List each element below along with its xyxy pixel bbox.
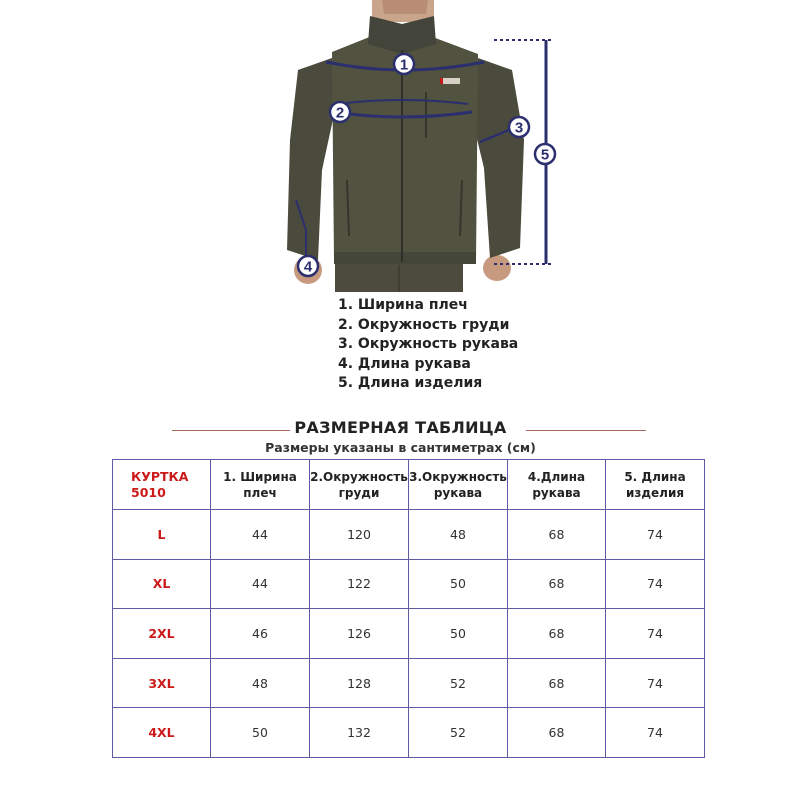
- table-row: [113, 510, 705, 560]
- header-sleeve-circumference: [409, 460, 508, 510]
- table-cell: 74: [606, 559, 705, 609]
- table-cell: 50: [409, 559, 508, 609]
- table-row: [113, 658, 705, 708]
- legend-item-shoulder-width: 1. Ширина плеч: [338, 297, 468, 313]
- table-cell: 74: [606, 609, 705, 659]
- table-cell: 126: [310, 609, 409, 659]
- product-name: КУРТКА: [131, 468, 189, 484]
- table-cell: 68: [508, 510, 606, 560]
- table-cell: 74: [606, 510, 705, 560]
- size-chart-subtitle: Размеры указаны в сантиметрах (см): [265, 440, 536, 455]
- header-line: 1. Ширина: [223, 469, 297, 484]
- table-cell: 48: [211, 658, 310, 708]
- header-line: 3.Окружность: [409, 469, 507, 484]
- size-label: 2XL: [113, 609, 211, 659]
- table-cell: 50: [409, 609, 508, 659]
- marker-5-label: 5: [540, 146, 550, 164]
- size-table: [112, 459, 705, 758]
- size-chart-header: [0, 418, 801, 458]
- size-chart-title: РАЗМЕРНАЯ ТАБЛИЦА: [294, 418, 507, 437]
- table-cell: 132: [310, 708, 409, 758]
- measurement-legend: [338, 296, 518, 394]
- header-line: 4.Длина: [527, 469, 586, 484]
- size-label: XL: [113, 559, 211, 609]
- header-line: плеч: [243, 485, 277, 500]
- table-cell: 50: [211, 708, 310, 758]
- legend-item-sleeve-length: 4. Длина рукава: [338, 355, 471, 372]
- marker-4: [298, 256, 318, 276]
- marker-2-label: 2: [335, 104, 345, 122]
- table-cell: 122: [310, 559, 409, 609]
- table-cell: 68: [508, 708, 606, 758]
- header-line: рукава: [532, 485, 581, 500]
- marker-1-label: 1: [399, 56, 409, 74]
- table-cell: 74: [606, 708, 705, 758]
- table-cell: 46: [211, 609, 310, 659]
- marker-3: [509, 117, 529, 137]
- header-chest-circumference: [310, 460, 409, 510]
- header-line: изделия: [625, 485, 685, 500]
- marker-3-label: 3: [514, 119, 524, 137]
- table-cell: 68: [508, 559, 606, 609]
- marker-2: [330, 102, 350, 122]
- header-shoulder-width: [211, 460, 310, 510]
- legend-item-chest-circumference: 2. Окружность груди: [338, 316, 510, 333]
- header-sleeve-length: [508, 460, 606, 510]
- size-label: L: [113, 510, 211, 560]
- product-model: 5010: [131, 484, 166, 500]
- table-cell: 74: [606, 658, 705, 708]
- table-row: [113, 708, 705, 758]
- header-line: 5. Длина: [624, 469, 686, 484]
- size-label: 3XL: [113, 658, 211, 708]
- marker-5: [535, 144, 555, 164]
- legend-item-garment-length: 5. Длина изделия: [338, 375, 483, 391]
- header-line: рукава: [433, 485, 483, 500]
- size-label: 4XL: [113, 708, 211, 758]
- table-cell: 44: [211, 510, 310, 560]
- table-cell: 68: [508, 609, 606, 659]
- table-cell: 120: [310, 510, 409, 560]
- legend-item-sleeve-circumference: 3. Окружность рукава: [338, 336, 519, 352]
- jacket-figure: [0, 0, 801, 292]
- table-cell: 44: [211, 559, 310, 609]
- header-line: 2.Окружность: [310, 469, 408, 484]
- table-header-row: [113, 460, 705, 510]
- marker-1: [394, 54, 414, 74]
- table-cell: 52: [409, 658, 508, 708]
- product-label-cell: [113, 460, 211, 510]
- table-cell: 52: [409, 708, 508, 758]
- table-row: [113, 609, 705, 659]
- table-cell: 68: [508, 658, 606, 708]
- table-cell: 48: [409, 510, 508, 560]
- marker-4-label: 4: [303, 258, 313, 276]
- header-line: груди: [338, 485, 380, 500]
- header-garment-length: [606, 460, 705, 510]
- table-cell: 128: [310, 658, 409, 708]
- table-row: [113, 559, 705, 609]
